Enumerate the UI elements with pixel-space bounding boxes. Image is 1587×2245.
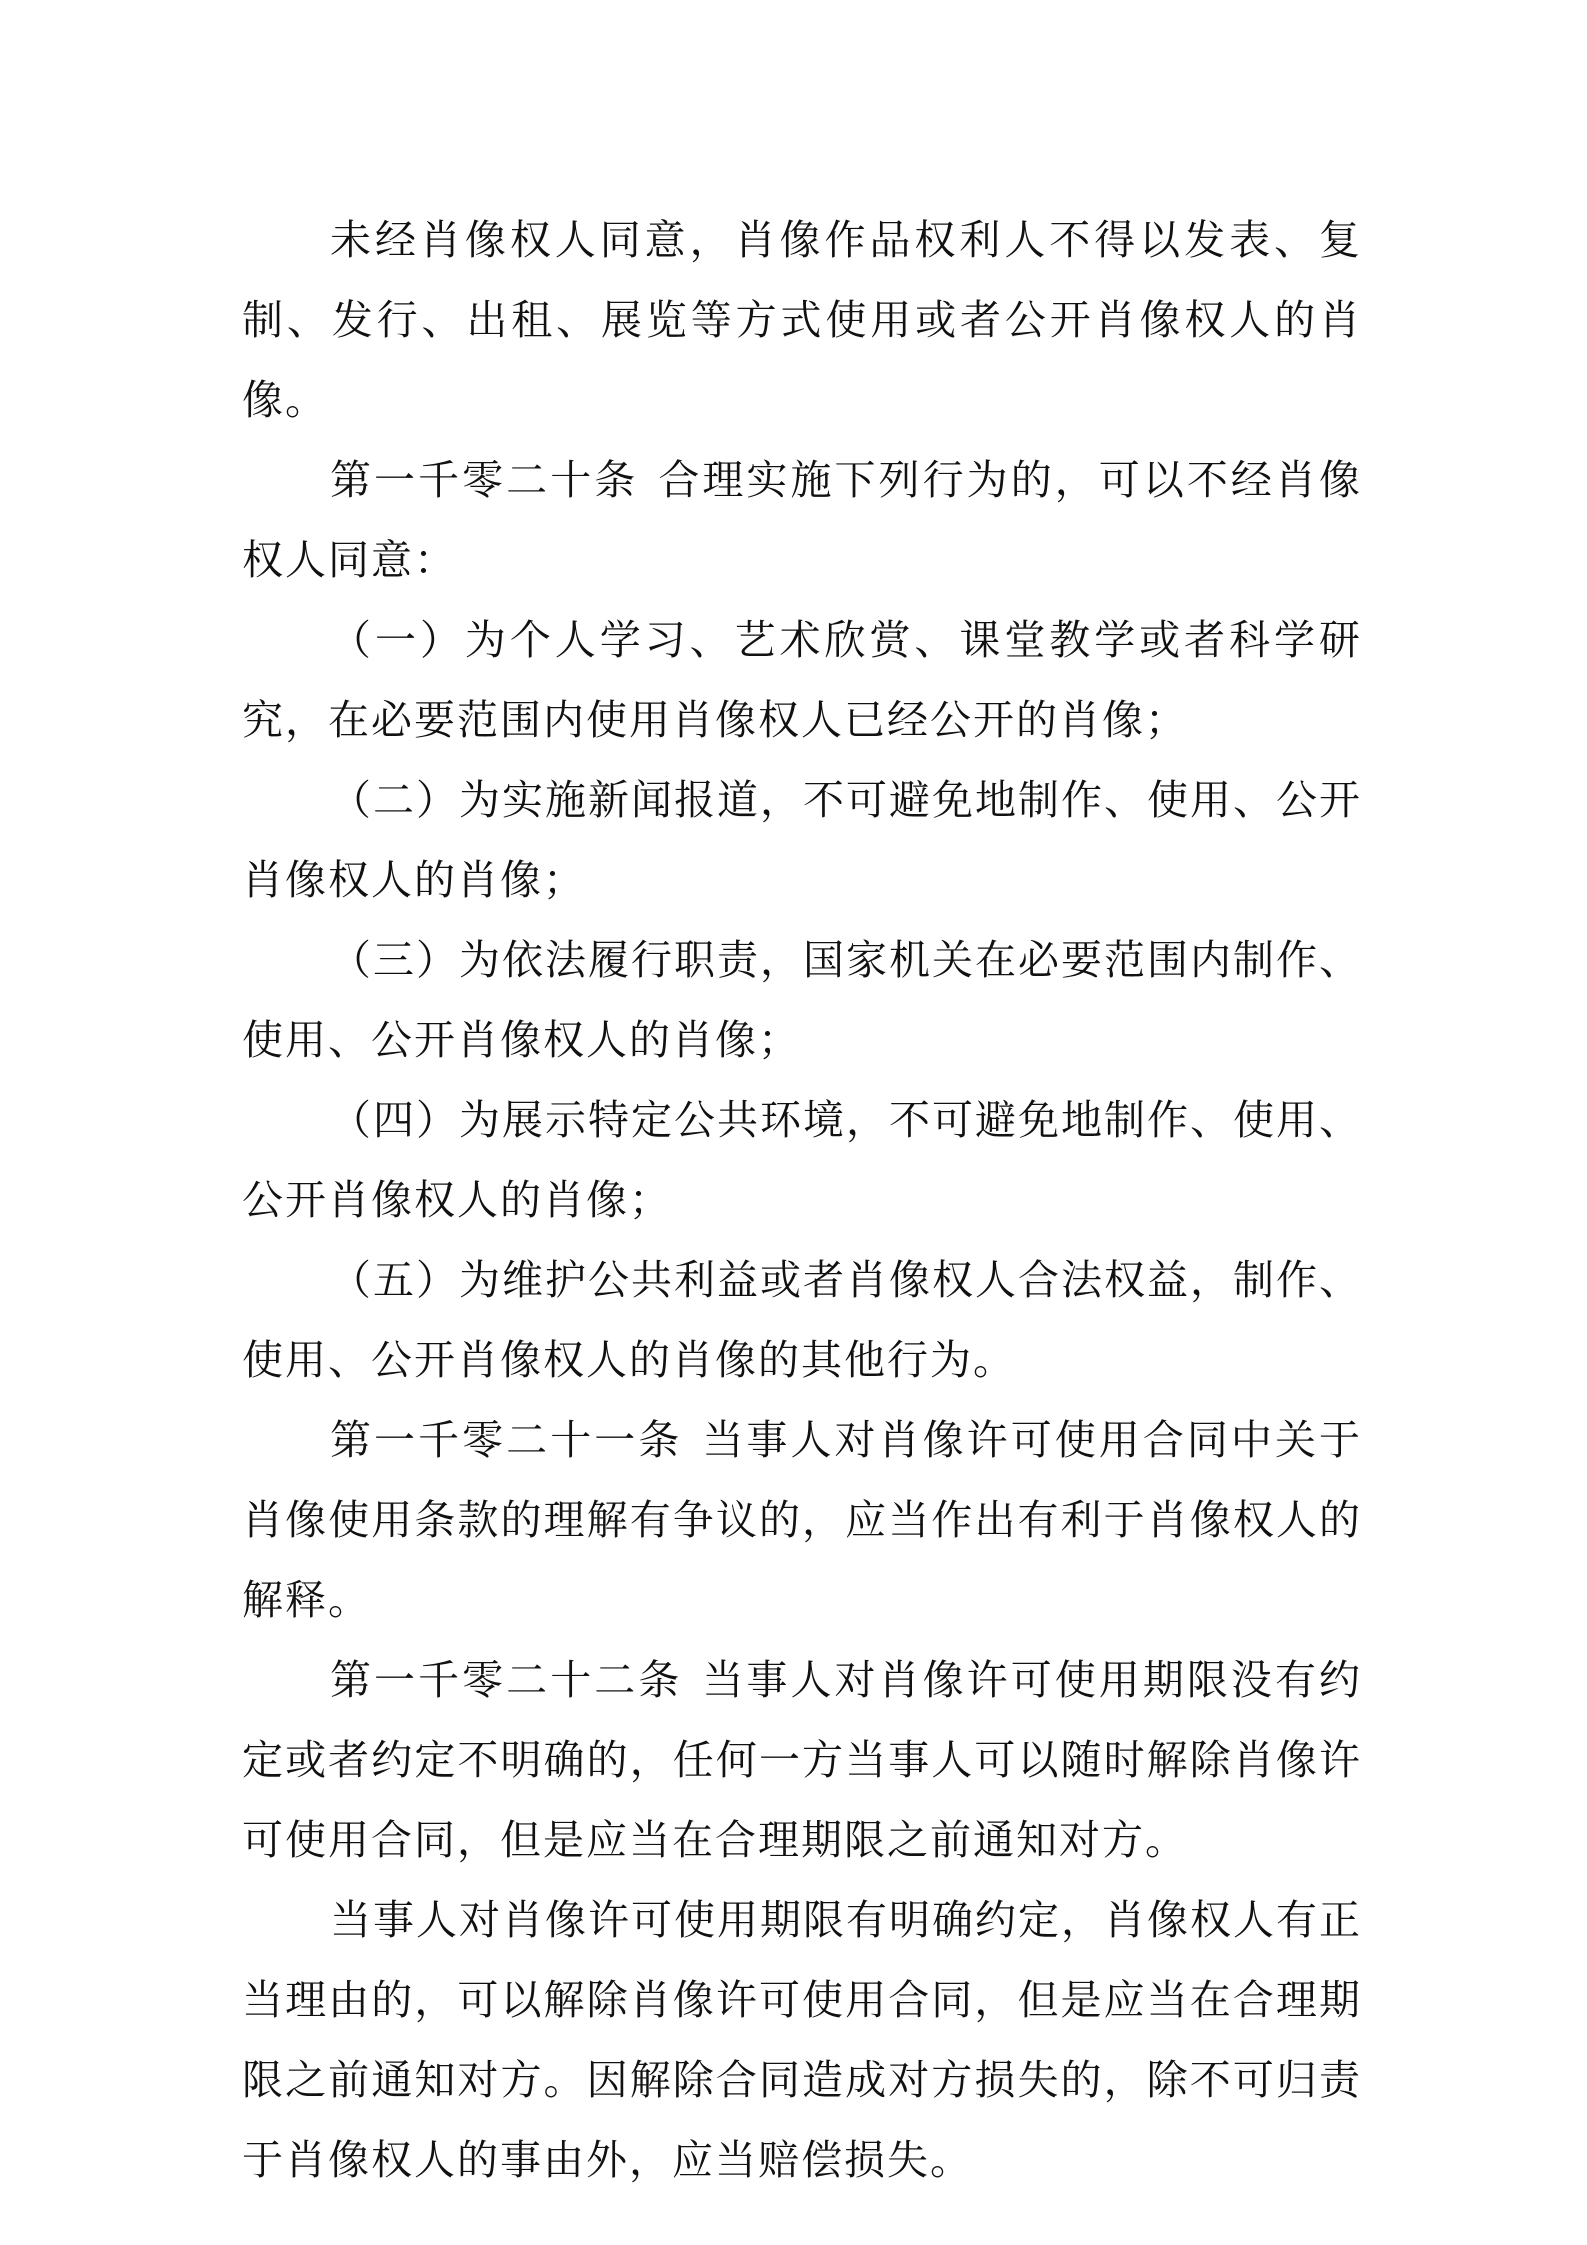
article-text: 当事人对肖像许可使用期限没有约定或者约定不明确的，任何一方当事人可以随时解除肖像许可使用合同，但是应当在合理期限之前通知对方。 — [242, 1656, 1363, 1864]
article-text: 合理实施下列行为的，可以不经肖像权人同意： — [242, 456, 1363, 584]
article-1022 — [242, 1640, 1362, 1880]
article-1020 — [242, 440, 1362, 600]
list-item-2: （二）为实施新闻报道，不可避免地制作、使用、公开肖像权人的肖像； — [242, 776, 1362, 904]
list-item-5: （五）为维护公共利益或者肖像权人合法权益，制作、使用、公开肖像权人的肖像的其他行为。 — [242, 1256, 1362, 1384]
article-number: 第一千零二十条 — [330, 456, 639, 504]
document-body — [242, 200, 1362, 2200]
list-item-4: （四）为展示特定公共环境，不可避免地制作、使用、公开肖像权人的肖像； — [242, 1096, 1362, 1224]
article-1021 — [242, 1400, 1362, 1640]
article-number: 第一千零二十二条 — [330, 1656, 683, 1704]
paragraph-termination-with-term: 当事人对肖像许可使用期限有明确约定，肖像权人有正当理由的，可以解除肖像许可使用合同，但是应当在合理期限之前通知对方。因解除合同造成对方损失的，除不可归责于肖像权人的事由外，应当赔偿损失。 — [242, 1896, 1362, 2184]
article-text: 当事人对肖像许可使用合同中关于肖像使用条款的理解有争议的，应当作出有利于肖像权人的解释。 — [242, 1416, 1363, 1624]
list-item-1: （一）为个人学习、艺术欣赏、课堂教学或者科学研究，在必要范围内使用肖像权人已经公开的肖像； — [242, 616, 1362, 744]
list-item-3: （三）为依法履行职责，国家机关在必要范围内制作、使用、公开肖像权人的肖像； — [242, 936, 1362, 1064]
paragraph-consent-required: 未经肖像权人同意，肖像作品权利人不得以发表、复制、发行、出租、展览等方式使用或者公开肖像权人的肖像。 — [242, 216, 1362, 424]
article-number: 第一千零二十一条 — [330, 1416, 683, 1464]
